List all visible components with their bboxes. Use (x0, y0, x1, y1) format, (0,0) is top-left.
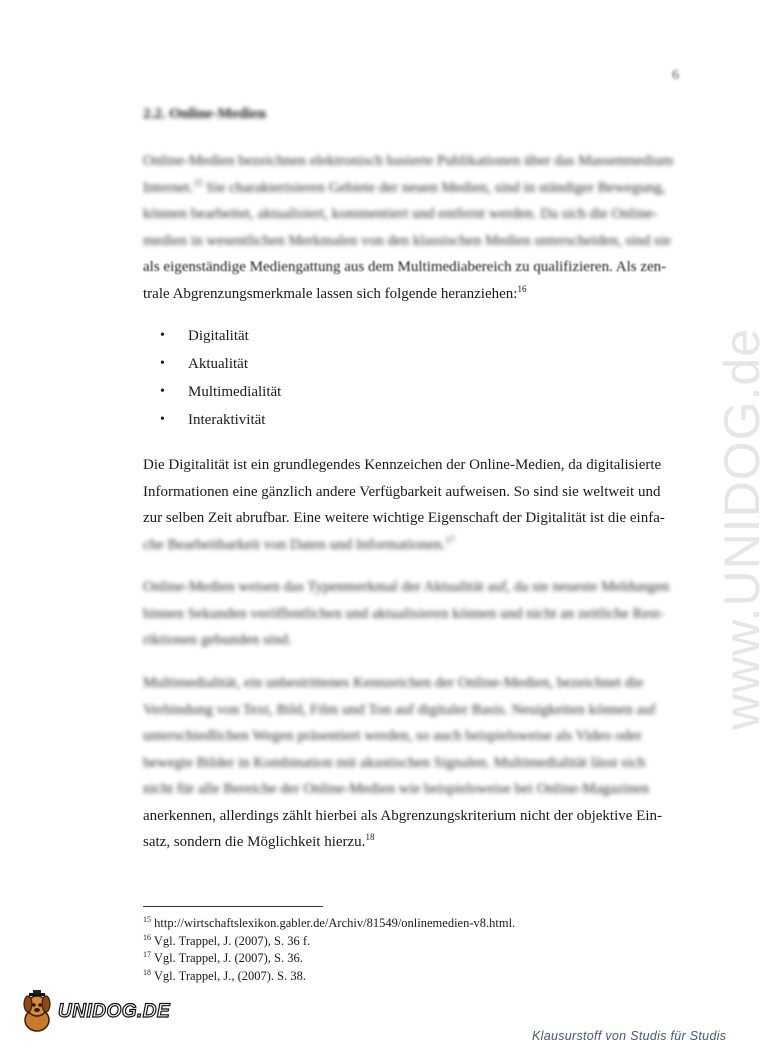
paragraph-line: zur selben Zeit abrufbar. Eine weitere wichtige Eigenschaft der Digitalität ist die einfa- (143, 510, 665, 526)
footnote-ref[interactable]: 15 (193, 177, 203, 188)
paragraph-line: Informationen eine gänzlich andere Verfügbarkeit aufweisen. So sind sie weltweit und (143, 483, 661, 500)
intro-line: Online-Medien bezeichnen elektronisch basierte Publikationen über das Massenmedium (143, 153, 674, 169)
paragraph-line: che Bearbeitbarkeit von Daten und Informationen.$^{17}$ (143, 534, 455, 553)
intro-line: können bearbeitet, aktualisiert, kommentiert und entfernt werden. Da sich die Online- (143, 206, 658, 222)
intro-last-line: trale Abgrenzungsmerkmale lassen sich folgende heranziehen:$^{16}$ (143, 283, 527, 302)
section-heading: 2.2. Online-Medien (143, 106, 266, 122)
bullet-icon: • (160, 356, 165, 371)
footnote-ref[interactable]: 16 (517, 283, 527, 294)
intro-line: Internet.$^{15}$ Sie charakterisieren Gebiete der neuen Medien, sind in ständiger Bewegung, (143, 177, 666, 196)
paragraph-line: riktionen gebunden sind. (143, 632, 292, 648)
list-item-label: Interaktivität (188, 411, 266, 428)
watermark: www.UNIDOG.de (714, 328, 770, 730)
page-number: 6 (672, 68, 679, 83)
criteria-list (160, 322, 281, 434)
footer-slogan: Klausurstoff von Studis für Studis (532, 1029, 727, 1043)
footnote-ref[interactable]: 18 (365, 832, 375, 842)
footnote-link[interactable]: http://wirtschaftslexikon.gabler.de/Archiv/81549/onlinemedien-v8.html. (154, 916, 516, 931)
footnote: $^{17}$ Vgl. Trappel, J. (2007), S. 36. (143, 950, 303, 966)
list-item-label: Aktualität (188, 355, 248, 372)
footnotes (143, 913, 515, 984)
multi-paragraph (143, 670, 680, 856)
intro-paragraph (143, 148, 680, 307)
paragraph-line: Online-Medien weisen das Typenmerkmal der Aktualität auf, da sie neueste Meldungen (143, 579, 670, 595)
bullet-icon: • (160, 412, 165, 427)
footnote: $^{15}$ http://wirtschaftslexikon.gabler.de/Archiv/81549/onlinemedien-v8.html. (143, 915, 516, 931)
paragraph-line: anerkennen, allerdings zählt hierbei als Abgrenzungskriterium nicht der objektive Ein- (143, 807, 662, 824)
list-item (160, 350, 281, 378)
paragraph-line: Multimedialität, ein unbestrittenes Kennzeichen der Online-Medien, bezeichnet die (143, 675, 644, 691)
list-item (160, 322, 281, 350)
intro-line: als eigenständige Mediengattung aus dem Multimediabereich zu qualifizieren. Als zen- (143, 259, 667, 275)
footnote: $^{18}$ Vgl. Trappel, J., (2007). S. 38. (143, 967, 306, 984)
footnote-divider (143, 906, 323, 907)
paragraph-line: nicht für alle Bereiche der Online-Medien wie beispielsweise bei Online-Magazinen (143, 781, 650, 797)
paragraph-line: binnen Sekunden veröffentlichen und aktualisieren können und nicht an zeitliche Rest- (143, 605, 665, 622)
bullet-icon: • (160, 384, 165, 399)
intro-line: medien in wesentlichen Merkmalen von den klassischen Medien unterscheiden, sind sie (143, 232, 671, 249)
list-item-label: Multimedialität (188, 383, 282, 400)
paragraph-line: unterschiedlichen Wegen präsentiert werden, so auch beispielsweise als Video oder (143, 728, 642, 744)
bullet-icon: • (160, 328, 165, 343)
unidog-logo[interactable] (18, 990, 170, 1034)
footnote: $^{16}$ Vgl. Trappel, J. (2007), S. 36 f. (143, 932, 311, 948)
aktual-paragraph (143, 574, 680, 654)
list-item-label: Digitalität (188, 327, 249, 344)
paragraph-line: bewegte Bilder in Kombination mit akustischen Signalen. Multimedialität lässt sich (143, 754, 646, 771)
logo-text: UNIDOG.DE (58, 1001, 171, 1022)
dog-mascot-icon (18, 990, 56, 1034)
list-item (160, 378, 281, 406)
list-item (160, 406, 281, 434)
paragraph-line: Die Digitalität ist ein grundlegendes Kennzeichen der Online-Medien, da digitalisierte (143, 457, 662, 473)
digital-paragraph (143, 452, 680, 558)
paragraph-line: Verbindung von Text, Bild, Film und Ton auf digitaler Basis. Neuigkeiten können auf (143, 701, 656, 718)
paragraph-last-line: satz, sondern die Möglichkeit hierzu.$^{18}$ (143, 832, 375, 850)
